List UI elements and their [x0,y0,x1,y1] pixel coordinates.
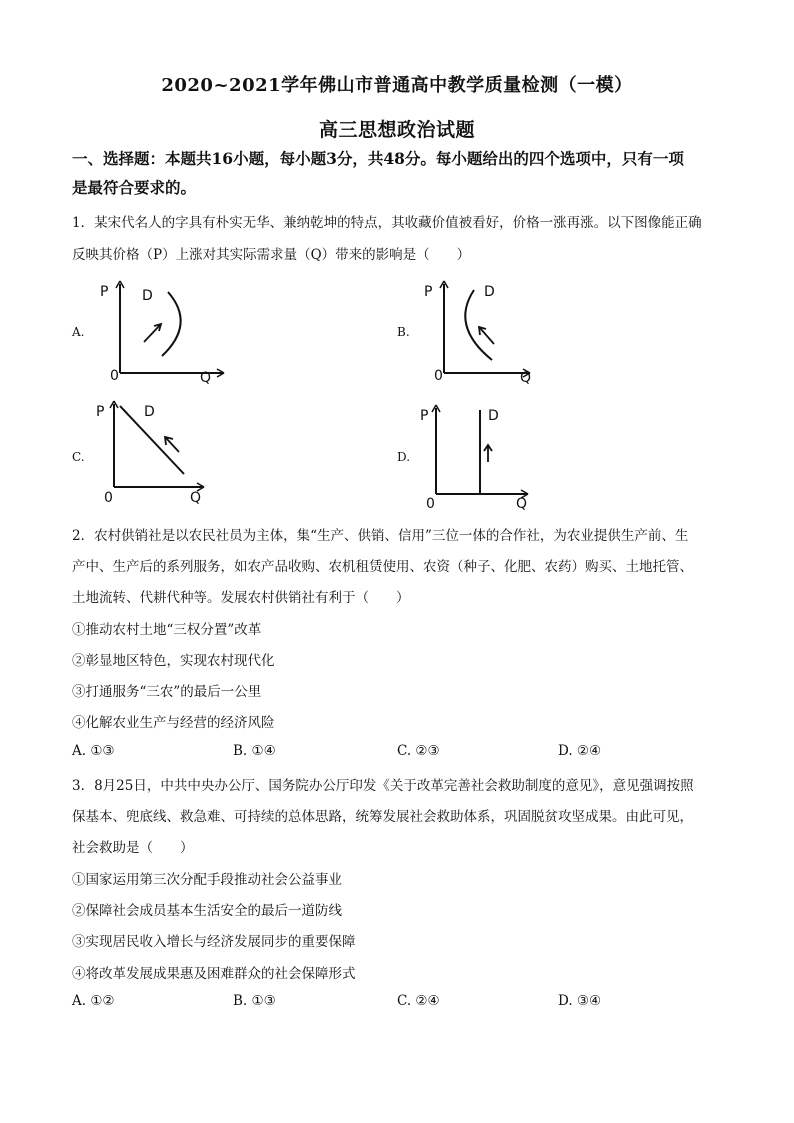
y-axis-label: P [420,408,429,424]
q3-item: ④将改革发展成果惠及困难群众的社会保障形式 [72,966,356,982]
arrow-up-right-icon [144,325,160,342]
q2-item: ④化解农业生产与经营的经济风险 [72,715,275,731]
q3-item: ①国家运用第三次分配手段推动社会公益事业 [72,872,342,888]
y-axis-label: P [424,284,433,300]
section-instructions [72,144,732,202]
curve-label: D [484,284,495,300]
q2-stem-line1: 2．农村供销社是以农民社员为主体，集“生产、供销、信用”三位一体的合作社，为农业提供生产前、生 [72,528,689,544]
x-axis-label: Q [200,370,212,386]
exam-subtitle: 高三思想政治试题 [318,119,475,141]
origin-label: 0 [110,368,119,384]
q1-graph-c-label: C. [72,450,85,464]
q1-graph-d-label: D. [397,450,411,464]
demand-curve [162,292,181,356]
x-axis-label: Q [190,490,202,506]
x-axis-label: Q [516,496,528,512]
curve-label: D [142,288,153,304]
q1-graph-a [96,278,236,388]
q3-option-c[interactable]: C. ②④ [397,993,440,1009]
q2-option-c[interactable]: C. ②③ [397,743,440,759]
curve-label: D [488,408,499,424]
q3-stem-line1: 3．8月25日，中共中央办公厅、国务院办公厅印发《关于改革完善社会救助制度的意见》，意见强调按照 [72,778,694,794]
q2-item: ①推动农村土地“三权分置”改革 [72,622,262,638]
q2-stem-line3: 土地流转、代耕代种等。发展农村供销社有利于（ ） [72,590,410,606]
exam-title: 2020~2021学年佛山市普通高中教学质量检测（一模） [161,75,633,96]
q2-item: ②彰显地区特色，实现农村现代化 [72,653,275,669]
q1-graph-b [420,278,560,388]
y-axis-label: P [100,284,109,300]
q3-stem-line3: 社会救助是（ ） [72,840,194,856]
q2-option-b[interactable]: B. ①④ [233,743,276,759]
origin-label: 0 [434,368,443,384]
q1-stem-line2: 反映其价格（P）上涨对其实际需求量（Q）带来的影响是（ ） [72,247,471,263]
q3-item: ②保障社会成员基本生活安全的最后一道防线 [72,903,342,919]
q2-item: ③打通服务“三农”的最后一公里 [72,684,262,700]
q3-item: ③实现居民收入增长与经济发展同步的重要保障 [72,934,356,950]
curve-label: D [144,404,155,420]
section-instructions-line1: 一、选择题：本题共16小题，每小题3分，共48分。每小题给出的四个选项中，只有一项 [72,149,684,168]
q3-option-d[interactable]: D. ③④ [558,993,602,1009]
origin-label: 0 [426,496,435,512]
origin-label: 0 [104,490,113,506]
q1-graph-d [422,402,562,512]
section-instructions-line2: 是最符合要求的。 [72,178,197,197]
x-axis-label: Q [520,370,532,386]
q1-graph-b-label: B. [397,325,410,339]
q3-option-a[interactable]: A. ①② [72,993,115,1009]
q1-graph-c [96,398,236,508]
q3-stem-line2: 保基本、兜底线、救急难、可持续的总体思路，统筹发展社会救助体系，巩固脱贫攻坚成果。由此可见， [72,809,693,825]
demand-curve [465,290,492,360]
q2-option-a[interactable]: A. ①③ [72,743,115,759]
y-axis-label: P [96,404,105,420]
q2-stem-line2: 产中、生产后的系列服务，如农产品收购、农机租赁使用、农资（种子、化肥、农药）购买、土地托管、 [72,559,693,575]
arrow-up-left-icon [166,438,179,452]
q3-option-b[interactable]: B. ①③ [233,993,276,1009]
q1-stem-line1: 1．某宋代名人的字具有朴实无华、兼纳乾坤的特点，其收藏价值被看好，价格一涨再涨。以下图像能正确 [72,215,702,231]
q1-graph-a-label: A. [72,325,85,339]
q2-option-d[interactable]: D. ②④ [558,743,602,759]
arrow-up-left-icon [480,328,494,344]
